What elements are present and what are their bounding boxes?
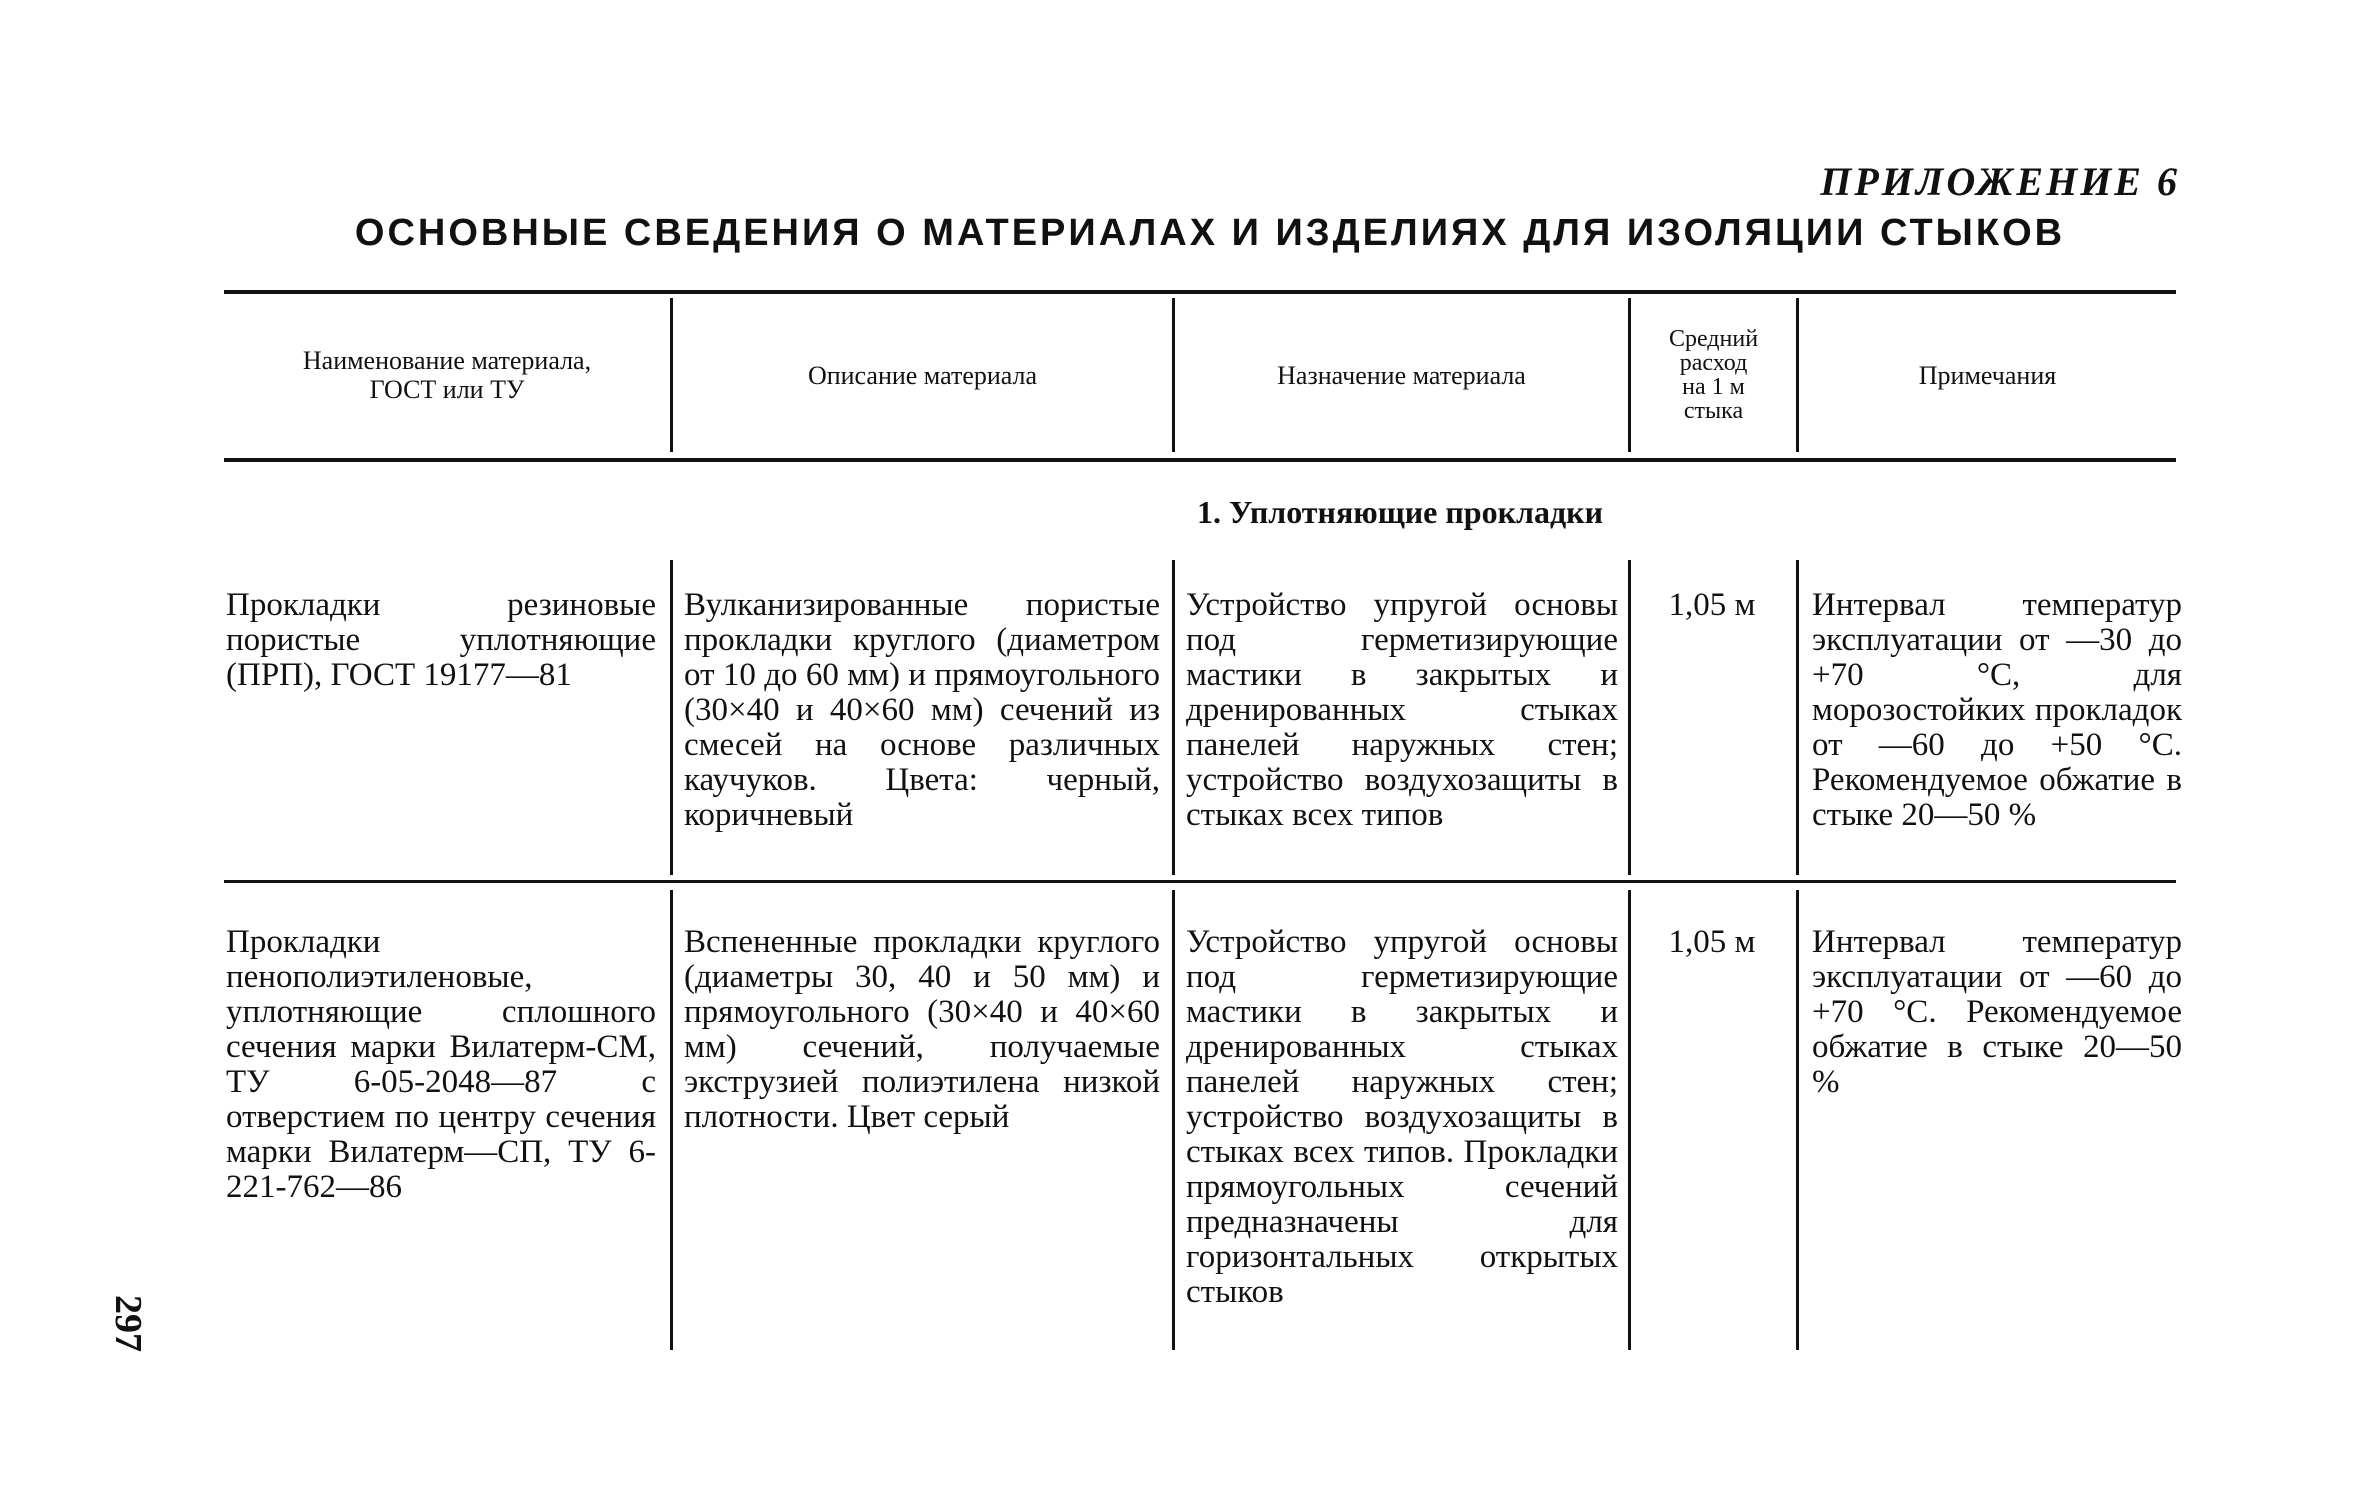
header-notes: Примечания [1918, 360, 2057, 390]
row-divider [224, 880, 2176, 883]
row1-consumption: 1,05 м [1668, 587, 1756, 623]
row2-name: Прокладки пенополиэтиленовые, уплотняющие сплошного сечения марки Вилатерм-СМ, ТУ 6-05-2048—87 с отверстием по центру сечения марки Вилатерм—СП, ТУ 6-221-762—86 [226, 924, 656, 1205]
row2-consumption: 1,05 м [1668, 924, 1756, 960]
row1-description: Вулканизированные пористые прокладки круглого (диаметром от 10 до 60 мм) и прямоугольного (30×40 и 40×60 мм) сечений из смесей на основе различных каучуков. Цвета: черный, коричневый [684, 587, 1160, 833]
row-separator [1172, 890, 1175, 1350]
row-separator [670, 890, 673, 1350]
header-purpose: Назначение материала [1277, 360, 1526, 390]
table-top-rule [224, 290, 2176, 294]
header-description: Описание материала [807, 360, 1038, 390]
page-number: 297 [107, 1295, 149, 1352]
row1-name: Прокладки резиновые пористые уплотняющие (ПРП), ГОСТ 19177—81 [226, 587, 656, 693]
row-separator [670, 560, 673, 875]
row-separator [1796, 890, 1799, 1350]
row2-purpose: Устройство упругой основы под герметизирующие мастики в закрытых и дренированных стыках панелей наружных стен; устройство воздухозащиты в стыках всех типов. Прокладки прямоугольных сечений предназначены для горизонтальных открытых стыков [1186, 924, 1618, 1310]
row-separator [1628, 560, 1631, 875]
row2-notes: Интервал температур эксплуатации от —60 до +70 °С. Рекомендуемое обжатие в стыке 20—50 % [1812, 924, 2182, 1100]
row1-notes: Интервал температур эксплуатации от —30 до +70 °С, для морозостойких прокладок от —60 до +50 °С. Рекомендуемое обжатие в стыке 20—50 % [1812, 587, 2182, 833]
row-separator [1172, 560, 1175, 875]
header-name: Наименование материала, ГОСТ или ТУ [302, 346, 592, 404]
section-title: 1. Уплотняющие прокладки [1196, 494, 1604, 530]
row1-purpose: Устройство упругой основы под герметизирующие мастики в закрытых и дренированных стыках панелей наружных стен; устройство воздухозащиты в стыках всех типов [1186, 587, 1618, 833]
document-title: ОСНОВНЫЕ СВЕДЕНИЯ О МАТЕРИАЛАХ И ИЗДЕЛИЯХ ДЛЯ ИЗОЛЯЦИИ СТЫКОВ [354, 212, 2066, 254]
header-bottom-rule [224, 458, 2176, 462]
row-separator [1796, 560, 1799, 875]
appendix-label: ПРИЛОЖЕНИЕ 6 [1820, 159, 2180, 204]
row-separator [1628, 890, 1631, 1350]
row2-description: Вспененные прокладки круглого (диаметры 30, 40 и 50 мм) и прямоугольного (30×40 и 40×60 мм) сечений, получаемые экструзией полиэтилена низкой плотности. Цвет серый [684, 924, 1160, 1135]
header-consumption: Средний расход на 1 м стыка [1668, 326, 1759, 424]
